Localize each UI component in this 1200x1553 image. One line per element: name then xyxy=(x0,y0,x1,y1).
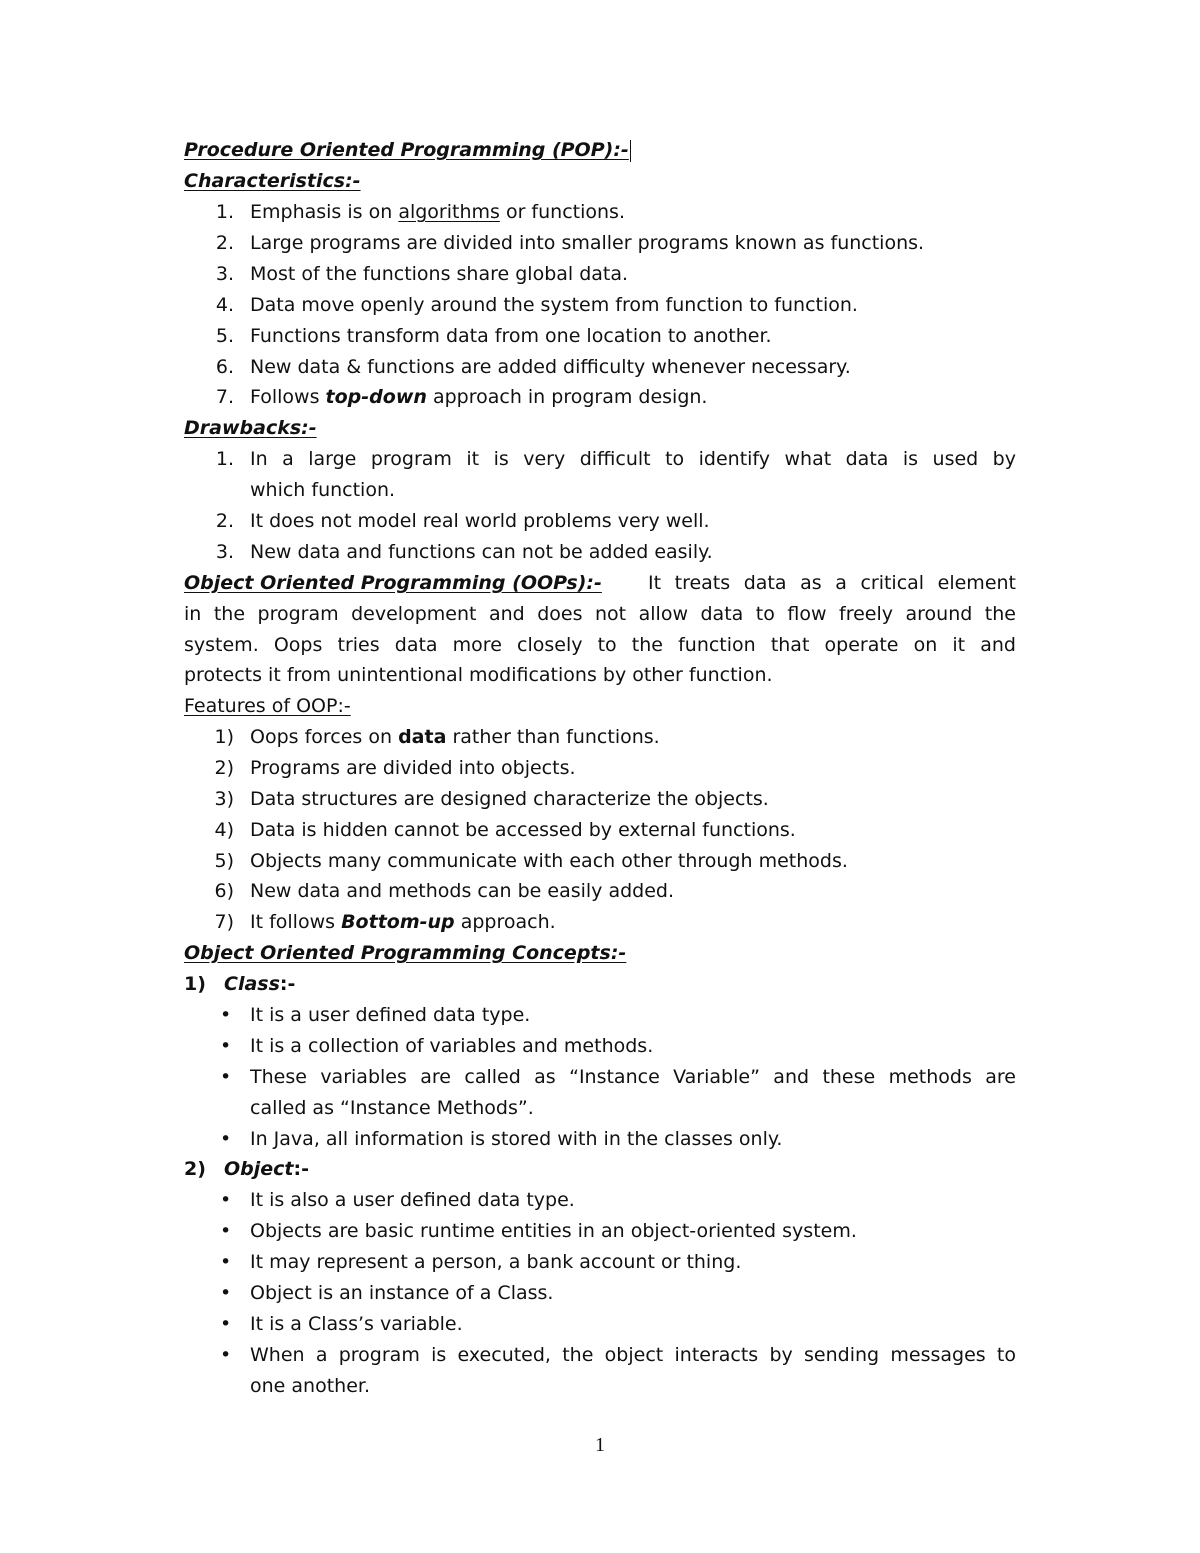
bullet-icon: • xyxy=(220,1220,232,1242)
text-cursor xyxy=(630,140,631,162)
bullet-icon: • xyxy=(220,1066,232,1088)
bullet-icon: • xyxy=(220,1251,232,1273)
bullet-icon: • xyxy=(220,1189,232,1211)
list-text: These variables are called as “Instance Variable” and these methods are xyxy=(250,1066,1016,1088)
list-text: In a large program it is very difficult to identify what data is used by xyxy=(250,448,1016,470)
oop-intro-text: It treats data as a critical element xyxy=(648,572,1016,594)
list-text: Programs are divided into objects. xyxy=(250,757,576,779)
emphasized-term: Bottom-up xyxy=(341,911,455,933)
concept-number: 2) xyxy=(184,1158,206,1180)
list-text: Data is hidden cannot be accessed by external functions. xyxy=(250,819,796,841)
list-number: 6) xyxy=(214,880,234,902)
list-text: or functions. xyxy=(499,201,625,223)
features-heading xyxy=(184,694,351,718)
bullet-icon: • xyxy=(220,1004,232,1026)
concept-number: 1) xyxy=(184,973,206,995)
page-number: 1 xyxy=(595,1434,605,1456)
bullet-icon: • xyxy=(220,1313,232,1335)
list-number: 3) xyxy=(214,788,234,810)
list-number: 1. xyxy=(215,201,234,223)
concept-suffix: :- xyxy=(293,1158,309,1180)
list-number: 7) xyxy=(214,911,234,933)
list-number: 3. xyxy=(215,263,234,285)
list-number: 4. xyxy=(215,294,234,316)
list-text: Follows xyxy=(250,386,326,408)
oop-intro-text: in the program development and does not allow data to flow freely around the xyxy=(184,603,1016,625)
list-text: It may represent a person, a bank account or thing. xyxy=(250,1251,742,1273)
list-number: 3. xyxy=(215,541,234,563)
bullet-icon: • xyxy=(220,1344,232,1366)
list-text: which function. xyxy=(250,479,396,501)
list-text: Objects are basic runtime entities in an object-oriented system. xyxy=(250,1220,857,1242)
concepts-heading-text: Object Oriented Programming Concepts:- xyxy=(184,942,627,964)
list-text: Most of the functions share global data. xyxy=(250,263,629,285)
emphasized-term: top-down xyxy=(325,386,427,408)
features-heading-text: Features of OOP:- xyxy=(184,695,351,717)
list-text: It is a user defined data type. xyxy=(250,1004,531,1026)
list-text: It does not model real world problems very well. xyxy=(250,510,710,532)
list-text: approach in program design. xyxy=(426,386,708,408)
list-text: It is also a user defined data type. xyxy=(250,1189,575,1211)
characteristics-heading xyxy=(184,169,361,193)
characteristics-heading-text: Characteristics:- xyxy=(184,170,361,192)
pop-title: Procedure Oriented Programming (POP):- xyxy=(184,139,629,161)
list-text: Oops forces on xyxy=(250,726,399,748)
list-number: 1) xyxy=(214,726,234,748)
list-number: 5. xyxy=(215,325,234,347)
concept-label: Class xyxy=(224,973,280,995)
list-text: In Java, all information is stored with in the classes only. xyxy=(250,1128,783,1150)
concepts-heading xyxy=(184,941,626,965)
list-text: Large programs are divided into smaller programs known as functions. xyxy=(250,232,925,254)
list-number: 1. xyxy=(215,448,234,470)
list-number: 4) xyxy=(214,819,234,841)
list-text: approach. xyxy=(454,911,556,933)
list-text: It follows xyxy=(250,911,342,933)
list-text: Emphasis is on xyxy=(250,201,399,223)
list-text: Functions transform data from one location to another. xyxy=(250,325,772,347)
list-text: Objects many communicate with each other through methods. xyxy=(250,850,848,872)
list-text: It is a collection of variables and methods. xyxy=(250,1035,654,1057)
list-number: 2. xyxy=(215,232,234,254)
list-text: one another. xyxy=(250,1375,370,1397)
bold-term: data xyxy=(398,726,447,748)
bullet-icon: • xyxy=(220,1128,232,1150)
list-number: 7. xyxy=(215,386,234,408)
bullet-icon: • xyxy=(220,1035,232,1057)
underlined-term: algorithms xyxy=(398,201,500,223)
list-number: 2. xyxy=(215,510,234,532)
concept-suffix: :- xyxy=(279,973,296,995)
list-text: Object is an instance of a Class. xyxy=(250,1282,554,1304)
oop-intro-text: system. Oops tries data more closely to the function that operate on it and xyxy=(184,634,1016,656)
list-text: Data structures are designed characterize the objects. xyxy=(250,788,769,810)
list-number: 5) xyxy=(214,850,234,872)
list-text: Data move openly around the system from function to function. xyxy=(250,294,858,316)
list-text: It is a Class’s variable. xyxy=(250,1313,463,1335)
list-text: called as “Instance Methods”. xyxy=(250,1097,534,1119)
drawbacks-heading-text: Drawbacks:- xyxy=(184,417,317,439)
list-number: 2) xyxy=(214,757,234,779)
list-text: rather than functions. xyxy=(446,726,660,748)
list-text: When a program is executed, the object interacts by sending messages to xyxy=(250,1344,1016,1366)
pop-heading xyxy=(184,138,631,162)
concept-label: Object xyxy=(224,1158,294,1180)
list-text: New data and functions can not be added easily. xyxy=(250,541,713,563)
oop-intro-text: protects it from unintentional modifications by other function. xyxy=(184,664,773,686)
list-text: New data and methods can be easily added. xyxy=(250,880,675,902)
oop-title: Object Oriented Programming (OOPs):- xyxy=(184,572,602,594)
bullet-icon: • xyxy=(220,1282,232,1304)
drawbacks-heading xyxy=(184,416,317,440)
list-number: 6. xyxy=(215,356,234,378)
list-text: New data & functions are added difficulty whenever necessary. xyxy=(250,356,851,378)
